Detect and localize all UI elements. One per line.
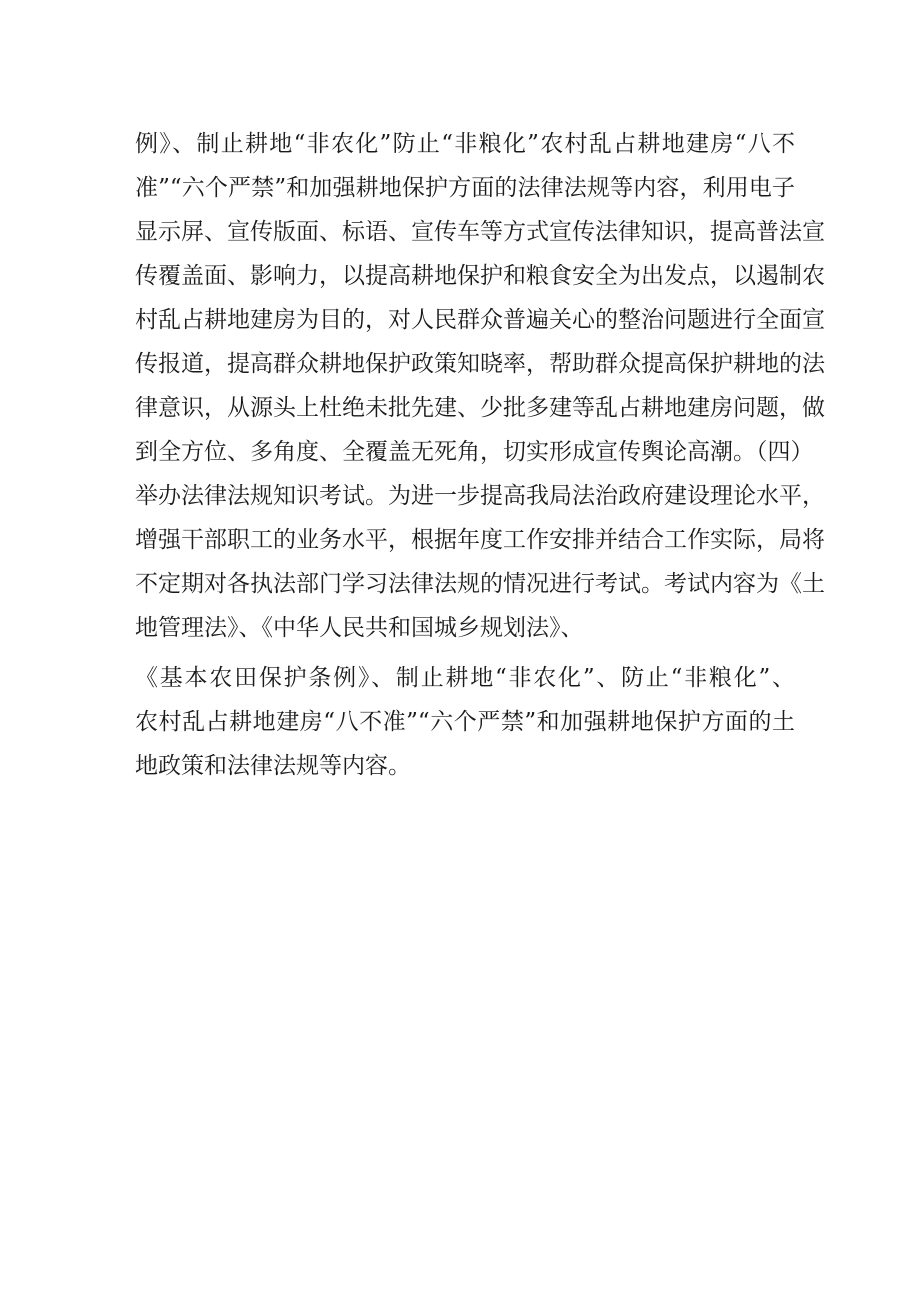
text-line: 准”“六个严禁”和加强耕地保护方面的法律法规等内容，利用电子	[135, 175, 795, 201]
text-line: 不定期对各执法部门学习法律法规的情况进行考试。考试内容为《土	[135, 571, 825, 597]
text-line: 律意识，从源头上杜绝未批先建、少批多建等乱占耕地建房问题，做	[135, 395, 825, 421]
text-line: 农村乱占耕地建房“八不准”“六个严禁”和加强耕地保护方面的土	[135, 709, 795, 735]
text-line: 《基本农田保护条例》、制止耕地“非农化”、防止“非粮化”、	[135, 665, 795, 691]
text-line: 传覆盖面、影响力，以提高耕地保护和粮食安全为出发点，以遏制农	[135, 263, 825, 289]
paragraph-2	[135, 658, 795, 790]
text-line: 地管理法》、《中华人民共和国城乡规划法》、	[135, 615, 584, 641]
text-line: 举办法律法规知识考试。为进一步提高我局法治政府建设理论水平，	[135, 483, 825, 509]
text-line: 显示屏、宣传版面、标语、宣传车等方式宣传法律知识，提高普法宣	[135, 219, 825, 245]
text-line: 到全方位、多角度、全覆盖无死角，切实形成宣传舆论高潮。（四）	[135, 439, 814, 465]
text-line: 传报道，提高群众耕地保护政策知晓率，帮助群众提高保护耕地的法	[135, 351, 825, 377]
paragraph-1	[135, 124, 825, 652]
text-line: 地政策和法律法规等内容。	[135, 753, 411, 779]
text-line: 例》、制止耕地“非农化”防止“非粮化”农村乱占耕地建房“八不	[135, 131, 795, 157]
text-line: 增强干部职工的业务水平，根据年度工作安排并结合工作实际，局将	[135, 527, 825, 553]
body-text	[135, 124, 825, 790]
text-line: 村乱占耕地建房为目的，对人民群众普遍关心的整治问题进行全面宣	[135, 307, 825, 333]
